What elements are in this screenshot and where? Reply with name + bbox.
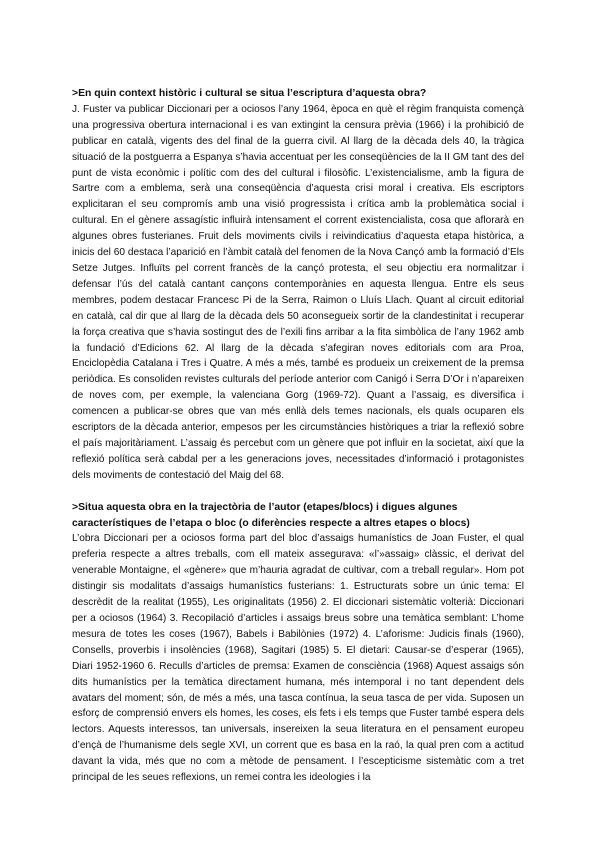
section-spacer bbox=[72, 484, 524, 500]
section-1-heading: >En quin context històric i cultural se situa l’escriptura d’aquesta obra? bbox=[72, 88, 427, 99]
section-2-heading: >Situa aquesta obra en la trajectòria de l’autor (etapes/blocs) i digues algunes característiques de l’etapa o bloc (o diferències respecte a altres etapes o blocs) bbox=[72, 501, 470, 529]
document-page bbox=[72, 86, 524, 786]
section-2-body: L’obra Diccionari per a ociosos forma part del bloc d’assaigs humanístics de Joan Fuster, el qual preferia respecte a altres treballs, com ell mateix assegurava: «l’»assaig» clàssic, el derivat del venerable Montaigne, el «gènere» que m’hauria agradat de cultivar, com a treball regular». Hom pot distingir sis modalitats d’assaigs humanístics fusterians: 1. Estructurats sobre un únic tema: El descrèdit de la realitat (1955), Les originalitats (1956) 2. El diccionari sistemàtic volterià: Diccionari per a ociosos (1964) 3. Recopilació d’articles i assaigs breus sobre una temàtica semblant: L’home mesura de totes les coses (1967), Babels i Babilònies (1972) 4. L’aforisme: Judicis finals (1960), Consells, proverbis i insolències (1968), Sagitari (1985) 5. El dietari: Causar-se d’esperar (1965), Diari 1952-1960 6. Reculls d’articles de premsa: Examen de consciència (1968) Aquest assaigs són dits humanístics per la temàtica directament humana, més intemporal i no tant dependent dels avatars del moment; són, de més a més, una tasca contínua, la seua tasca de per vida. Suposen un esforç de comprensió envers els homes, les coses, els fets i els temps que Fuster també espera dels lectors. Aquests interessos, tan universals, insereixen la seua literatura en el pensament europeu d’ençà de l’humanisme dels segle XVI, un corrent que es basa en la raó, la qual pren com a actitud davant la vida, més que no com a mètode de pensament. I l’escepticisme sistemàtic com a tret principal de les seues reflexions, un remei contra les ideologies i la bbox=[72, 533, 524, 784]
section-1-body: J. Fuster va publicar Diccionari per a ociosos l’any 1964, època en què el règim franquista començà una progressiva obertura internacional i es van extingint la censura prèvia (1966) i la prohibició de publicar en català, vigents des del final de la guerra civil. Al llarg de la dècada dels 40, la tràgica situació de la postguerra a Espanya s’havia accentuat per les conseqüències de la II GM tant des del punt de vista econòmic i polític com des del cultural i filosòfic. L’existencialisme, amb la figura de Sartre com a emblema, serà una conseqüència d’aquesta crisi moral i creativa. Els escriptors explicitaran el seu compromís amb una visió progressista i crítica amb la problemàtica social i cultural. En el gènere assagístic influirà intensament el corrent existencialista, cosa que aflorarà en algunes obres fusterianes. Fruit dels moviments civils i reivindicatius d’aquesta etapa històrica, a inicis del 60 destaca l’aparició en l’àmbit català del fenomen de la Nova Cançó amb la formació d’Els Setze Jutges. Influïts pel corrent francès de la cançó protesta, el seu objectiu era normalitzar i defensar l’ús del català cantant cançons contemporànies en aquesta llengua. Entre els seus membres, podem destacar Francesc Pi de la Serra, Raimon o Lluís Llach. Quant al circuit editorial en català, cal dir que al llarg de la dècada dels 50 aconsegueix sortir de la clandestinitat i recuperar la força creativa que s’havia sostingut des de l’exili fins arribar a la fita simbòlica de l’any 1962 amb la fundació d’Edicions 62. Al llarg de la dècada s’afegiran noves editorials com ara Proa, Enciclopèdia Catalana i Tres i Quatre. A més a més, també es produeix un creixement de la premsa periòdica. Es consoliden revistes culturals del període anterior com Canigó i Serra D’Or i n’apareixen de noves com, per exemple, la valenciana Gorg (1969-72). Quant a l’assaig, es diversifica i comencen a publicar-se obres que van més enllà dels temes nacionals, els quals ocuparen els escriptors de la dècada anterior, empesos per les circumstàncies històriques a triar la reflexió sobre el país majoritàriament. L’assaig és percebut com un gènere que pot influir en la societat, així que la reflexió política serà cabdal per a les generacions joves, necessitades d’informació i protagonistes dels moviments de contestació del Maig del 68. bbox=[72, 103, 524, 481]
